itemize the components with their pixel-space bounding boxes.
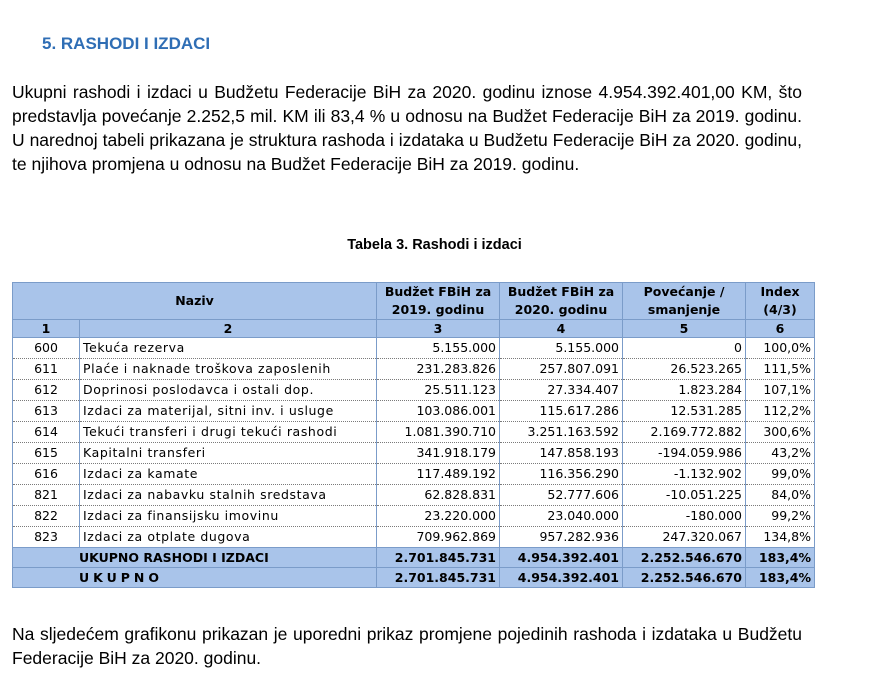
table-row xyxy=(13,338,815,359)
col-number: 3 xyxy=(377,320,500,338)
row-change: -1.132.902 xyxy=(623,464,746,485)
subtotal-row xyxy=(13,548,815,568)
row-budget-2019: 1.081.390.710 xyxy=(377,422,500,443)
row-code: 616 xyxy=(13,464,80,485)
col-number: 2 xyxy=(80,320,377,338)
expenditure-table xyxy=(12,282,815,588)
row-name: Izdaci za finansijsku imovinu xyxy=(80,506,377,527)
row-budget-2020: 52.777.606 xyxy=(500,485,623,506)
row-index: 99,2% xyxy=(746,506,815,527)
row-index: 100,0% xyxy=(746,338,815,359)
row-index: 112,2% xyxy=(746,401,815,422)
row-code: 821 xyxy=(13,485,80,506)
row-budget-2019: 62.828.831 xyxy=(377,485,500,506)
row-code: 822 xyxy=(13,506,80,527)
header-budget-2019: Budžet FBiH za 2019. godinu xyxy=(377,283,500,320)
row-budget-2019: 231.283.826 xyxy=(377,359,500,380)
row-budget-2020: 957.282.936 xyxy=(500,527,623,548)
row-budget-2020: 3.251.163.592 xyxy=(500,422,623,443)
row-budget-2019: 5.155.000 xyxy=(377,338,500,359)
total-2020: 4.954.392.401 xyxy=(500,568,623,588)
outro-paragraph: Na sljedećem grafikonu prikazan je uporedni prikaz promjene pojedinih rashoda i izdataka u Budžetu Federacije BiH za 2020. godinu. xyxy=(12,624,802,668)
row-name: Tekuća rezerva xyxy=(80,338,377,359)
row-budget-2019: 709.962.869 xyxy=(377,527,500,548)
row-change: 2.169.772.882 xyxy=(623,422,746,443)
table-row xyxy=(13,464,815,485)
table-row xyxy=(13,527,815,548)
row-budget-2019: 103.086.001 xyxy=(377,401,500,422)
row-budget-2019: 23.220.000 xyxy=(377,506,500,527)
table-header-row xyxy=(13,283,815,320)
row-change: 0 xyxy=(623,338,746,359)
row-code: 612 xyxy=(13,380,80,401)
table-row xyxy=(13,506,815,527)
row-change: 1.823.284 xyxy=(623,380,746,401)
row-index: 111,5% xyxy=(746,359,815,380)
row-name: Izdaci za materijal, sitni inv. i usluge xyxy=(80,401,377,422)
table-row xyxy=(13,380,815,401)
col-number: 6 xyxy=(746,320,815,338)
total-row xyxy=(13,568,815,588)
total-label: UKUPNO xyxy=(13,568,377,588)
table-row xyxy=(13,485,815,506)
subtotal-change: 2.252.546.670 xyxy=(623,548,746,568)
row-name: Izdaci za kamate xyxy=(80,464,377,485)
row-code: 614 xyxy=(13,422,80,443)
header-index: Index (4/3) xyxy=(746,283,815,320)
row-name: Tekući transferi i drugi tekući rashodi xyxy=(80,422,377,443)
row-index: 134,8% xyxy=(746,527,815,548)
row-name: Plaće i naknade troškova zaposlenih xyxy=(80,359,377,380)
row-budget-2020: 23.040.000 xyxy=(500,506,623,527)
total-index: 183,4% xyxy=(746,568,815,588)
row-change: -194.059.986 xyxy=(623,443,746,464)
row-budget-2020: 27.334.407 xyxy=(500,380,623,401)
row-name: Izdaci za nabavku stalnih sredstava xyxy=(80,485,377,506)
row-change: 12.531.285 xyxy=(623,401,746,422)
col-number: 1 xyxy=(13,320,80,338)
subtotal-2020: 4.954.392.401 xyxy=(500,548,623,568)
subtotal-index: 183,4% xyxy=(746,548,815,568)
section-heading: 5. RASHODI I IZDACI xyxy=(42,34,211,53)
total-change: 2.252.546.670 xyxy=(623,568,746,588)
row-change: -10.051.225 xyxy=(623,485,746,506)
header-change: Povećanje / smanjenje xyxy=(623,283,746,320)
table-row xyxy=(13,401,815,422)
header-budget-2020: Budžet FBiH za 2020. godinu xyxy=(500,283,623,320)
row-budget-2020: 115.617.286 xyxy=(500,401,623,422)
row-index: 84,0% xyxy=(746,485,815,506)
row-code: 823 xyxy=(13,527,80,548)
row-budget-2020: 257.807.091 xyxy=(500,359,623,380)
row-index: 107,1% xyxy=(746,380,815,401)
row-name: Izdaci za otplate dugova xyxy=(80,527,377,548)
row-code: 615 xyxy=(13,443,80,464)
row-name: Kapitalni transferi xyxy=(80,443,377,464)
column-number-row xyxy=(13,320,815,338)
table-row xyxy=(13,443,815,464)
col-number: 4 xyxy=(500,320,623,338)
table-caption: Tabela 3. Rashodi i izdaci xyxy=(347,237,522,253)
row-index: 300,6% xyxy=(746,422,815,443)
row-change: -180.000 xyxy=(623,506,746,527)
header-naziv: Naziv xyxy=(13,283,377,320)
row-budget-2020: 5.155.000 xyxy=(500,338,623,359)
intro-paragraph: Ukupni rashodi i izdaci u Budžetu Federacije BiH za 2020. godinu iznose 4.954.392.401,00 KM, što predstavlja povećanje 2.252,5 mil. KM ili 83,4 % u odnosu na Budžet Federacije BiH za 2019. godinu. U narednoj tabeli prikazana je struktura rashoda i izdataka u Budžetu Federacije BiH za 2020. godinu, te njihova promjena u odnosu na Budžet Federacije BiH za 2019. godinu. xyxy=(12,82,802,174)
table-row xyxy=(13,359,815,380)
row-code: 611 xyxy=(13,359,80,380)
row-budget-2019: 25.511.123 xyxy=(377,380,500,401)
row-name: Doprinosi poslodavca i ostali dop. xyxy=(80,380,377,401)
row-budget-2019: 117.489.192 xyxy=(377,464,500,485)
row-change: 26.523.265 xyxy=(623,359,746,380)
subtotal-label: UKUPNO RASHODI I IZDACI xyxy=(13,548,377,568)
row-budget-2019: 341.918.179 xyxy=(377,443,500,464)
row-budget-2020: 116.356.290 xyxy=(500,464,623,485)
total-2019: 2.701.845.731 xyxy=(377,568,500,588)
col-number: 5 xyxy=(623,320,746,338)
row-index: 43,2% xyxy=(746,443,815,464)
subtotal-2019: 2.701.845.731 xyxy=(377,548,500,568)
row-budget-2020: 147.858.193 xyxy=(500,443,623,464)
row-index: 99,0% xyxy=(746,464,815,485)
row-code: 600 xyxy=(13,338,80,359)
row-change: 247.320.067 xyxy=(623,527,746,548)
table-row xyxy=(13,422,815,443)
row-code: 613 xyxy=(13,401,80,422)
